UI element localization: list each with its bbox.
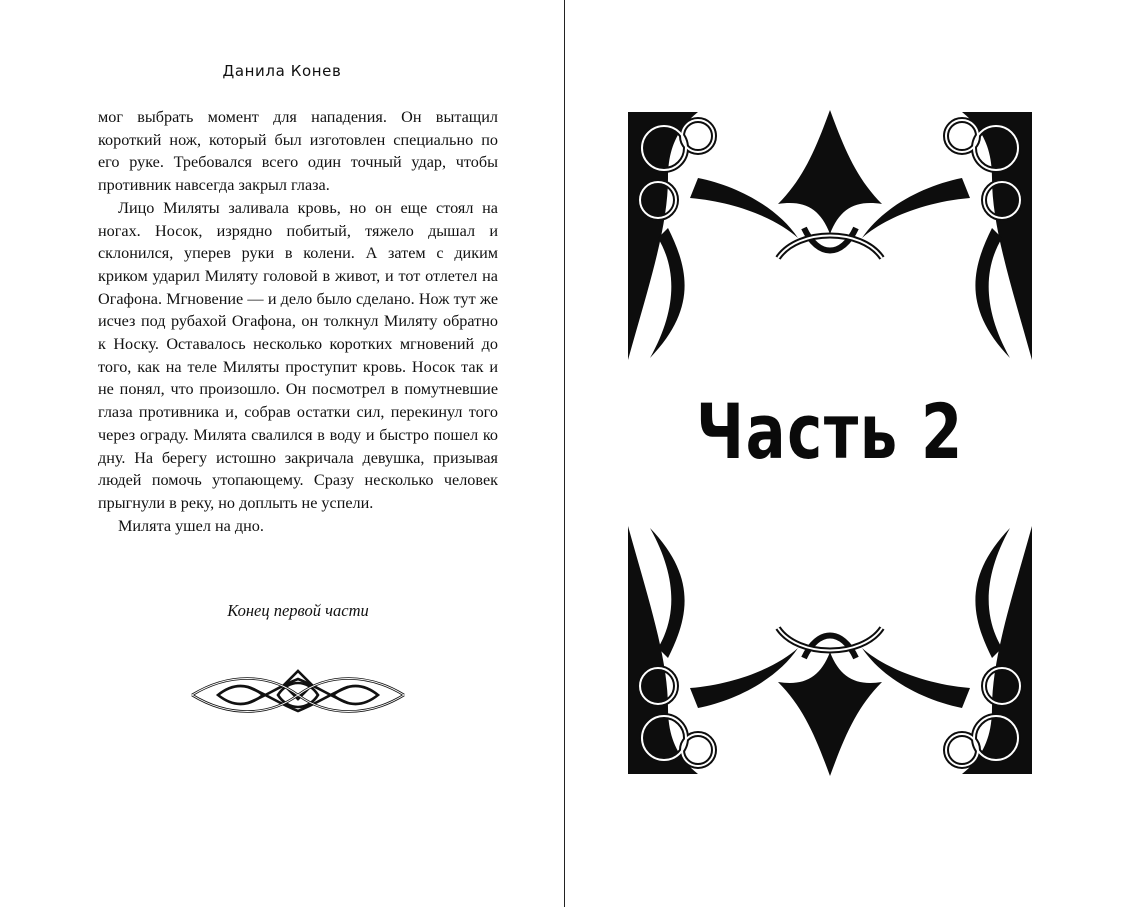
paragraph-1: мог выбрать момент для нападения. Он вытащил короткий нож, который был изготовлен специально по его руке. Требовался всего один точный удар, чтобы противник навсегда закрыл глаза. — [98, 108, 498, 195]
paragraph-2: Лицо Миляты заливала кровь, но он еще стоял на ногах. Носок, изрядно побитый, тяжело дышал и склонился, уперев руки в колени. А затем с диким криком ударил Миляту головой в живот, и тот отлетел на Огафона. Мгновение — и дело было сделано. Нож тут же исчез под рубахой Огафона, он толкнул Миляту обратно к Носку. Оставалось несколько коротких мгновений до того, как на теле Миляты проступит кровь. Носок так и не понял, что произошло. Он посмотрел в помутневшие глаза противника и, собрав остатки сил, перекинул того через ограду. Милята свалился в воду и быстро пошел ко дну. На берегу истошно закричала девушка, призывая людей помочь утопающему. Сразу несколько человек прыгнули в реку, но доплыть не успели. — [98, 198, 498, 512]
running-head: Данила Конев — [222, 62, 342, 80]
part-title: Часть 2 — [696, 387, 964, 476]
body-text — [98, 106, 498, 537]
paragraph-3: Милята ушел на дно. — [118, 516, 264, 535]
celtic-corner-ornament-bottom-icon — [628, 522, 1032, 778]
celtic-corner-ornament-top-icon — [628, 108, 1032, 364]
celtic-knot-divider-icon — [188, 665, 408, 725]
end-of-part-note: Конец первой части — [227, 601, 369, 620]
